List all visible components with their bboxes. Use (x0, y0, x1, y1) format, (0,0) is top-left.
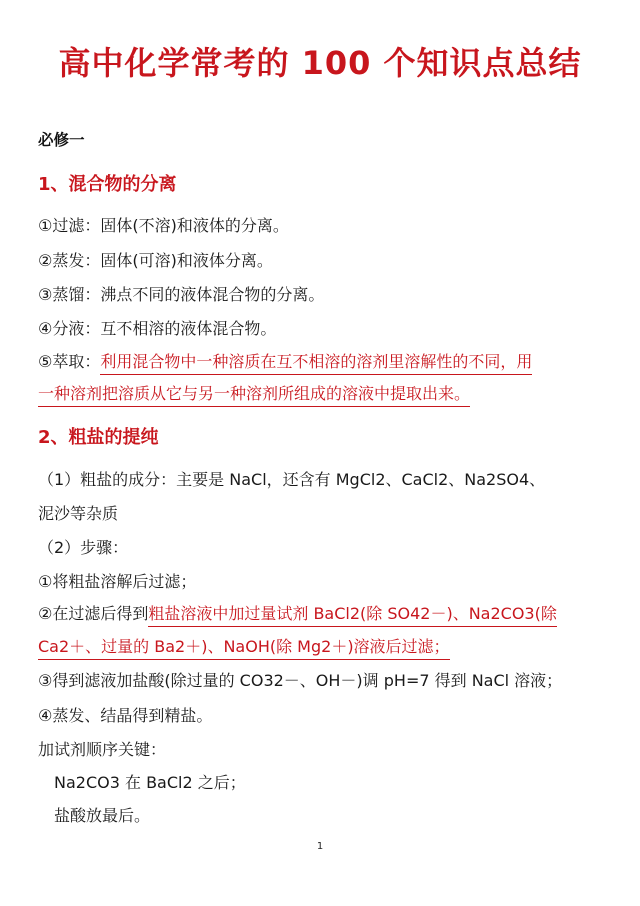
item-label: ⑤萃取： (38, 352, 101, 371)
paragraph: （1）粗盐的成分：主要是 NaCl，还含有 MgCl2、CaCl2、Na2SO4、 (38, 470, 546, 489)
step-text: ②在过滤后得到 (38, 604, 149, 623)
list-item-continuation (38, 634, 450, 657)
page-title: 高中化学常考的 100 个知识点总结 (58, 44, 582, 82)
list-item: ①将粗盐溶解后过滤； (38, 572, 197, 591)
list-item-extraction (38, 349, 532, 372)
list-item: 盐酸放最后。 (54, 806, 151, 825)
list-item: ②蒸发：固体(可溶)和液体分离。 (38, 251, 273, 270)
section-heading-1: 1、混合物的分离 (38, 174, 177, 195)
list-item (38, 601, 557, 624)
list-item: ③得到滤液加盐酸(除过量的 CO32－、OH－)调 pH=7 得到 NaCl 溶液； (38, 671, 563, 690)
paragraph: 泥沙等杂质 (38, 504, 119, 523)
paragraph: 加试剂顺序关键： (38, 740, 167, 759)
paragraph: （2）步骤： (38, 538, 129, 557)
highlighted-text: 一种溶剂把溶质从它与另一种溶剂所组成的溶液中提取出来。 (38, 384, 470, 407)
page-number: 1 (316, 841, 324, 852)
highlighted-text: 粗盐溶液中加过量试剂 BaCl2(除 SO42－)、Na2CO3(除 (148, 604, 557, 627)
list-item: ①过滤：固体(不溶)和液体的分离。 (38, 216, 289, 235)
list-item: Na2CO3 在 BaCl2 之后； (54, 773, 246, 792)
list-item-continuation (38, 381, 470, 404)
list-item: ④分液：互不相溶的液体混合物。 (38, 319, 277, 338)
section-heading-2: 2、粗盐的提纯 (38, 427, 159, 448)
subtitle: 必修一 (38, 131, 85, 149)
list-item: ④蒸发、结晶得到精盐。 (38, 706, 213, 725)
highlighted-text: Ca2＋、过量的 Ba2＋)、NaOH(除 Mg2＋)溶液后过滤； (38, 637, 450, 660)
list-item: ③蒸馏：沸点不同的液体混合物的分离。 (38, 285, 325, 304)
highlighted-text: 利用混合物中一种溶质在互不相溶的溶剂里溶解性的不同，用 (100, 352, 532, 375)
